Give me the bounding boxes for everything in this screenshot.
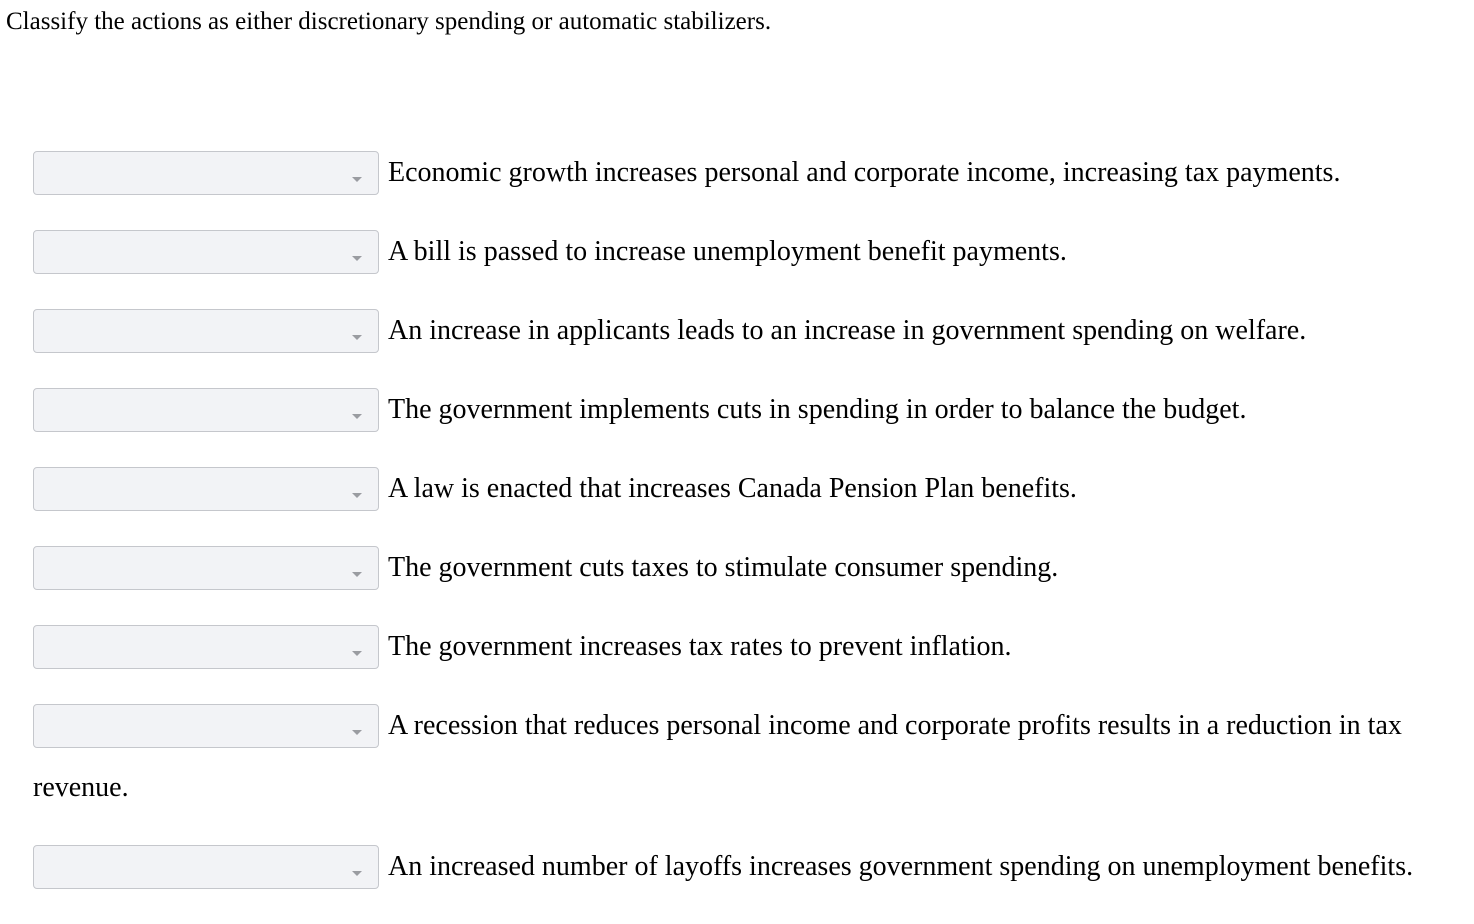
action-statement: A recession that reduces personal income and corporate profits results in a reduction in tax revenue. xyxy=(33,710,1402,803)
chevron-down-icon xyxy=(352,871,362,876)
classification-item xyxy=(33,388,1463,450)
category-dropdown[interactable] xyxy=(33,230,379,274)
classification-list xyxy=(33,151,1463,924)
category-dropdown[interactable] xyxy=(33,309,379,353)
action-statement: The government cuts taxes to stimulate consumer spending. xyxy=(388,552,1059,583)
category-dropdown[interactable] xyxy=(33,388,379,432)
action-statement: The government increases tax rates to prevent inflation. xyxy=(388,631,1012,662)
chevron-down-icon xyxy=(352,730,362,735)
chevron-down-icon xyxy=(352,414,362,419)
action-statement: An increased number of layoffs increases government spending on unemployment benefits. xyxy=(388,851,1414,882)
question-prompt: Classify the actions as either discretionary spending or automatic stabilizers. xyxy=(6,8,772,35)
category-dropdown[interactable] xyxy=(33,467,379,511)
category-dropdown[interactable] xyxy=(33,546,379,590)
classification-item xyxy=(33,309,1463,371)
chevron-down-icon xyxy=(352,177,362,182)
category-dropdown[interactable] xyxy=(33,151,379,195)
chevron-down-icon xyxy=(352,572,362,577)
category-dropdown[interactable] xyxy=(33,845,379,889)
chevron-down-icon xyxy=(352,493,362,498)
classification-item xyxy=(33,625,1463,687)
action-statement: A bill is passed to increase unemployment benefit payments. xyxy=(388,236,1067,267)
chevron-down-icon xyxy=(352,256,362,261)
category-dropdown[interactable] xyxy=(33,625,379,669)
classification-item xyxy=(33,845,1463,907)
classification-item xyxy=(33,704,1463,828)
category-dropdown[interactable] xyxy=(33,704,379,748)
action-statement: The government implements cuts in spending in order to balance the budget. xyxy=(388,394,1247,425)
action-statement: A law is enacted that increases Canada Pension Plan benefits. xyxy=(388,473,1077,504)
classification-item xyxy=(33,467,1463,529)
classification-item xyxy=(33,151,1463,213)
classification-item xyxy=(33,546,1463,608)
chevron-down-icon xyxy=(352,651,362,656)
classification-item xyxy=(33,230,1463,292)
action-statement: Economic growth increases personal and corporate income, increasing tax payments. xyxy=(388,157,1341,188)
chevron-down-icon xyxy=(352,335,362,340)
action-statement: An increase in applicants leads to an increase in government spending on welfare. xyxy=(388,315,1307,346)
